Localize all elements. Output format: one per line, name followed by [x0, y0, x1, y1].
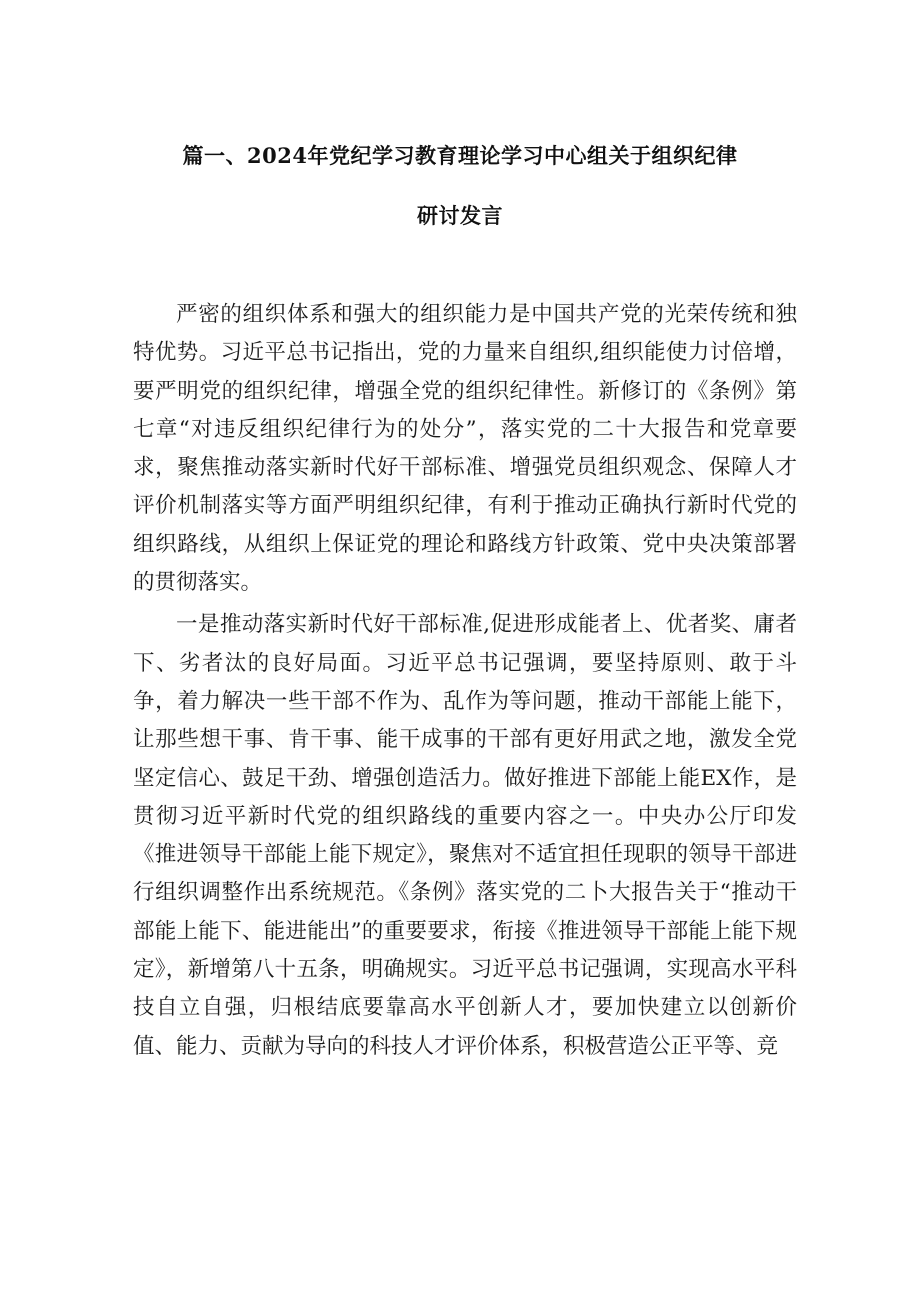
body-paragraph-2: 一是推动落实新时代好干部标准,促进形成能者上、优者奖、庸者下、劣者汰的良好局面。习近平总书记强调，要坚持原则、敢于斗争，着力解决一些干部不作为、乱作为等问题，推动干部能上能下，让那些想干事、肯干事、能干成事的干部有更好用武之地，激发全党坚定信心、鼓足干劲、增强创造活力。做好推进下部能上能EX作，是贯彻习近平新时代党的组织路线的重要内容之一。中央办公厅印发《推进领导干部能上能下规定》，聚焦对不适宜担任现职的领导干部进行组织调整作出系统规范。《条例》落实党的二卜大报告关于“推动干部能上能下、能进能出”的重要要求，衔接《推进领导干部能上能下规定》，新增第八十五条，明确规实。习近平总书记强调，实现高水平科技自立自强，归根结底要靠高水平创新人才，要加快建立以创新价值、能力、贡献为导向的科技人才评价体系，积极营造公正平等、竞: [133, 612, 797, 1059]
document-title-line-2: 研讨发言: [417, 203, 503, 228]
document-body: [133, 296, 797, 1066]
body-paragraph-1: 严密的组织体系和强大的组织能力是中国共产党的光荣传统和独特优势。习近平总书记指出，党的力量来自组织,组织能使力讨倍增，要严明党的组织纪律，增强全党的组织纪律性。新修订的《条例》第七章“对违反组织纪律行为的处分”，落实党的二十大报告和党章要求，聚焦推动落实新时代好干部标准、增强党员组织观念、保障人才评价机制落实等方面严明组织纪律，有利于推动正确执行新时代党的组织路线，从组织上保证党的理论和路线方针政策、党中央决策部署的贯彻落实。: [133, 302, 797, 596]
document-title-line-1: 篇一、2024年党纪学习教育理论学习中心组关于组织纪律: [182, 143, 738, 168]
